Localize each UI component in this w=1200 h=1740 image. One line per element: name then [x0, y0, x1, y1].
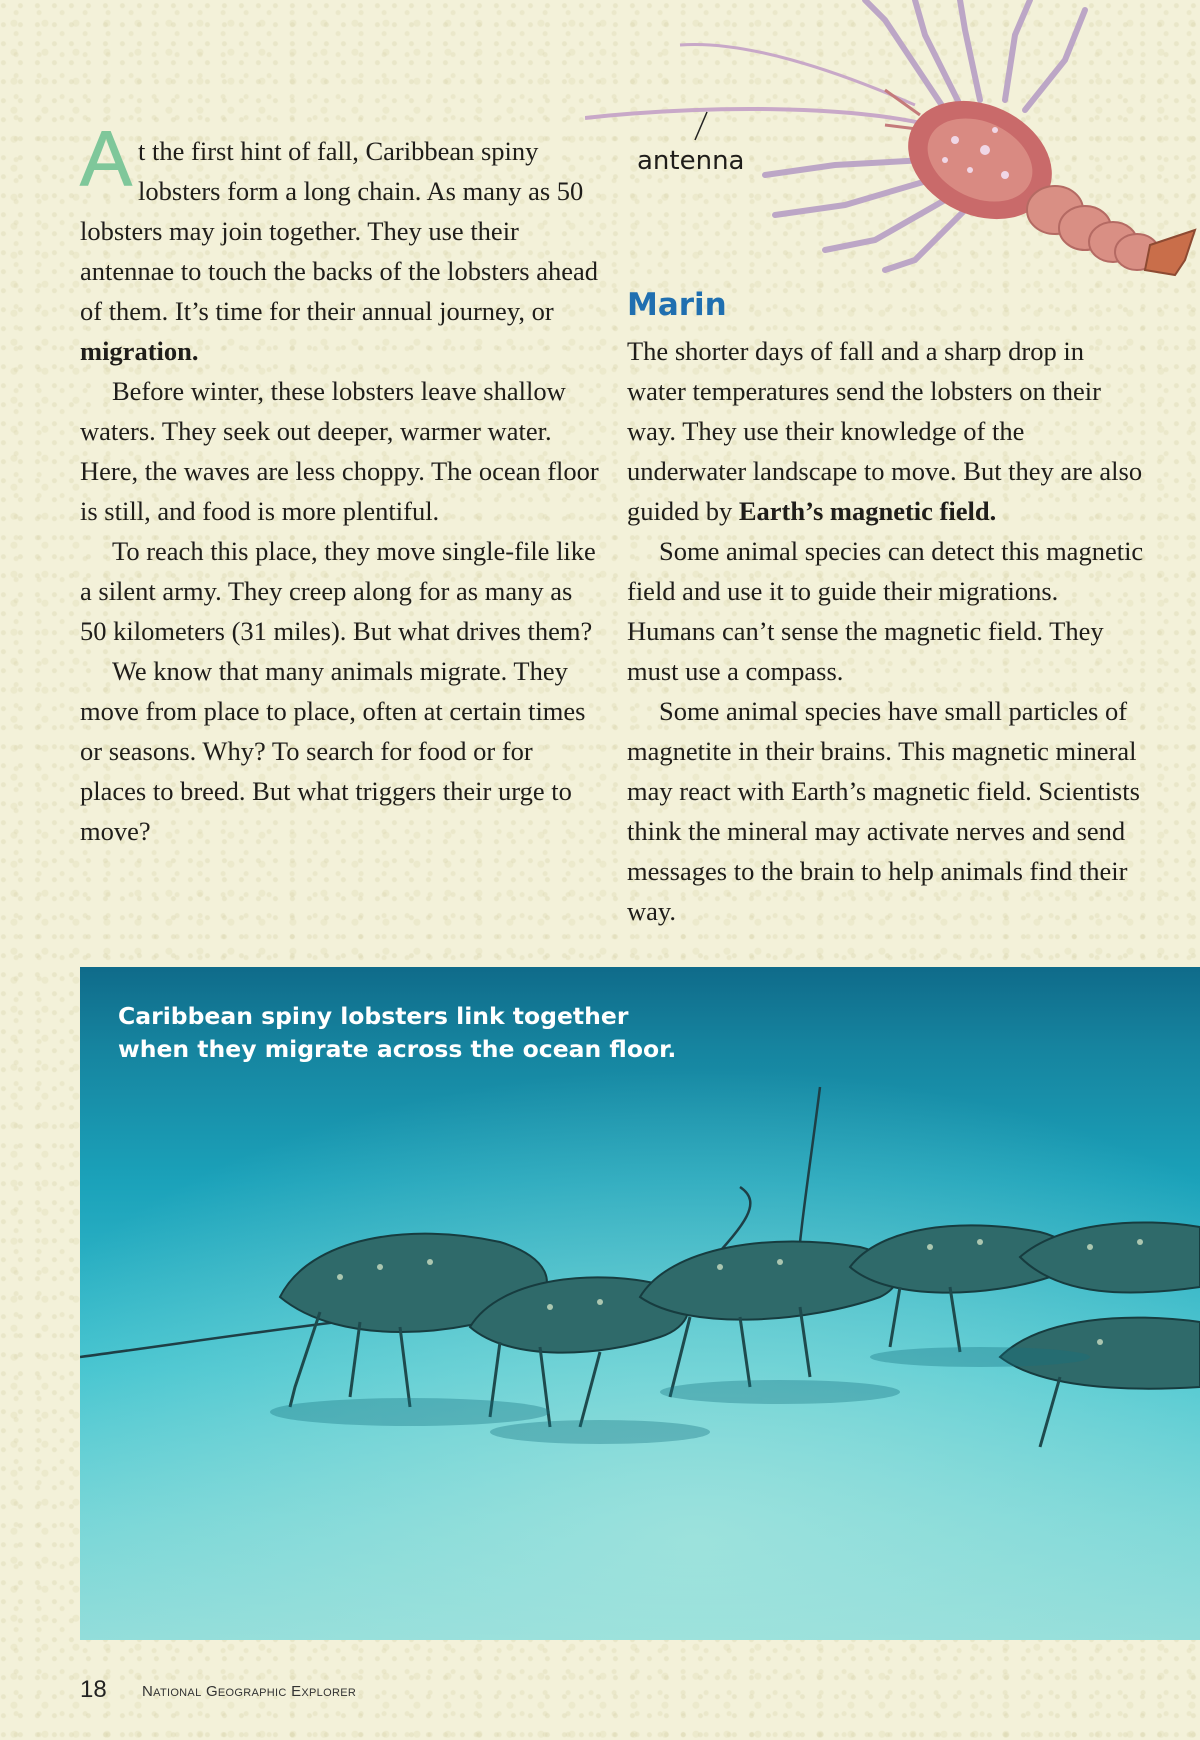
paragraph-1-text: t the first hint of fall, Caribbean spiny lobsters form a long chain. As many as 50 lobsters may join together. They use their antennae to touch the backs of the lobsters ahead of them. It’s time for their annual journey, or: [80, 136, 599, 326]
paragraph-5-text: The shorter days of fall and a sharp drop in water temperatures send the lobsters on their way. They use their knowledge of the underwater landscape to move. But they are also guided by: [627, 336, 1143, 526]
page-number: 18: [80, 1676, 107, 1703]
keyword-magnetic-field: Earth’s magnetic field.: [738, 496, 997, 526]
keyword-migration: migration.: [80, 336, 199, 366]
paragraph-3: To reach this place, they move single-file like a silent army. They creep along for as many as 50 kilometers (31 miles). But what drives them?: [80, 536, 596, 646]
photo-caption: Caribbean spiny lobsters link together when they migrate across the ocean floor.: [118, 1002, 677, 1063]
right-column: [627, 331, 1147, 931]
paragraph-5: [627, 331, 1147, 531]
antenna-label: antenna: [637, 146, 745, 176]
paragraph-1: [80, 114, 600, 371]
paragraph-6: Some animal species can detect this magnetic field and use it to guide their migrations. Humans can’t sense the magnetic field. They must use a compass.: [627, 536, 1144, 686]
paragraph-4: We know that many animals migrate. They move from place to place, often at certain times or seasons. Why? To search for food or for places to breed. But what triggers their urge to move?: [80, 656, 586, 846]
lobster-migration-photo: [80, 967, 1200, 1640]
publication-name: National Geographic Explorer: [142, 1683, 357, 1700]
paragraph-7: Some animal species have small particles of magnetite in their brains. This magnetic mineral may react with Earth’s magnetic field. Scientists think the mineral may activate nerves and send messages to the brain to help animals find their way.: [627, 696, 1140, 926]
section-heading: Marin: [627, 287, 727, 323]
drop-cap: A: [80, 114, 133, 202]
left-column: [80, 114, 600, 851]
photo-lobsters: [80, 967, 1200, 1640]
paragraph-2: Before winter, these lobsters leave shallow waters. They seek out deeper, warmer water. Here, the waves are less choppy. The ocean floor is still, and food is more plentiful.: [80, 376, 599, 526]
